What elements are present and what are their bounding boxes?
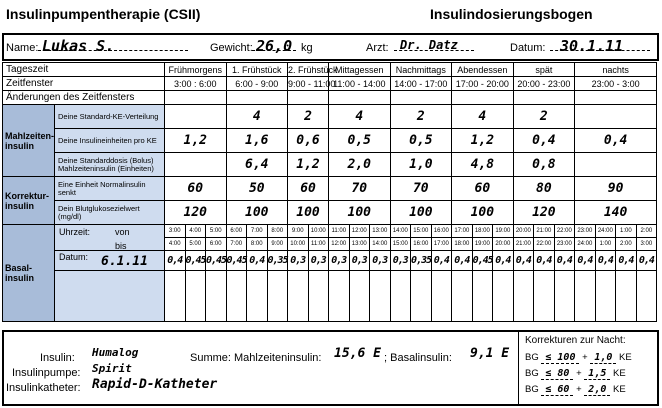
- bottom-section: [2, 330, 659, 406]
- period-window: 23:00 - 3:00: [575, 77, 657, 91]
- hour-from: 20:00: [513, 225, 534, 238]
- bis-label: bis: [115, 241, 127, 251]
- basal-empty-slot[interactable]: [493, 271, 514, 322]
- bg-label: BG: [525, 352, 539, 363]
- weight-label: Gewicht:: [210, 42, 253, 54]
- correction-row: BG ≤ 60 + 2,0 KE: [525, 384, 626, 395]
- hour-from: 19:00: [493, 225, 514, 238]
- period-name: Nachmittags: [390, 63, 452, 77]
- hour-from: 22:00: [554, 225, 575, 238]
- hour-from: 7:00: [247, 225, 268, 238]
- basal-rate[interactable]: 0,3: [329, 251, 350, 271]
- period-window: 17:00 - 20:00: [452, 77, 514, 91]
- value-ie_ke[interactable]: 1,2: [165, 129, 227, 153]
- meal-insulin-sum[interactable]: 15,6 E: [334, 346, 381, 361]
- hour-to: 12:00: [329, 238, 350, 251]
- period-window: 11:00 - 14:00: [329, 77, 391, 91]
- datum-label: Datum:: [59, 252, 89, 262]
- name-label: Name:: [6, 42, 39, 54]
- ke-unit: KE: [613, 384, 626, 395]
- basal-rate[interactable]: 0,45: [206, 251, 227, 271]
- period-change[interactable]: [165, 91, 227, 105]
- hour-from: 21:00: [534, 225, 555, 238]
- basal-empty-slot[interactable]: [370, 271, 391, 322]
- uhrzeit-cell: [55, 225, 165, 251]
- value-korr[interactable]: 60: [452, 177, 514, 201]
- basal-rate[interactable]: 0,45: [185, 251, 206, 271]
- aenderungen-label: Änderungen des Zeitfensters: [3, 91, 165, 105]
- meal-insulin-label: Mahlzeiteninsulin:: [234, 352, 322, 364]
- grid-row: [3, 201, 657, 225]
- hour-from: 14:00: [390, 225, 411, 238]
- datum-cell: [55, 251, 165, 271]
- basal-rate[interactable]: 0,4: [534, 251, 555, 271]
- basal-rate[interactable]: 0,3: [308, 251, 329, 271]
- grid-row: [3, 225, 657, 238]
- hour-to: 1:00: [595, 238, 616, 251]
- basal-empty-slot[interactable]: [513, 271, 534, 322]
- hour-to: 9:00: [267, 238, 288, 251]
- basal-rate[interactable]: 0,4: [165, 251, 186, 271]
- form-date[interactable]: 30.1.11: [560, 37, 624, 55]
- correction-value[interactable]: 1,5: [584, 368, 610, 380]
- hour-from: 17:00: [452, 225, 473, 238]
- row-label-insulineinheiten: Deine Insulineinheiten pro KE: [55, 129, 165, 153]
- basal-rate[interactable]: 0,3: [349, 251, 370, 271]
- correction-row: BG ≤ 80 + 1,5 KE: [525, 368, 626, 379]
- hour-to: 22:00: [534, 238, 555, 251]
- grid-row: [3, 153, 657, 177]
- hour-from: 16:00: [431, 225, 452, 238]
- basal-empty-slot[interactable]: [206, 271, 227, 322]
- hour-to: 24:00: [575, 238, 596, 251]
- hour-to: 18:00: [452, 238, 473, 251]
- uhrzeit-label: Uhrzeit:: [59, 227, 91, 237]
- row-label-blutglukose: Dein Blutglukosezielwert (mg/dl): [55, 201, 165, 225]
- mahlzeiten-header: Mahlzeiten-insulin: [3, 105, 55, 177]
- value-ziel[interactable]: 120: [165, 201, 227, 225]
- value-ke[interactable]: 4: [329, 105, 391, 129]
- hour-from: 15:00: [411, 225, 432, 238]
- basal-rate[interactable]: 0,4: [636, 251, 657, 271]
- basal-rate[interactable]: 0,4: [431, 251, 452, 271]
- hour-to: 20:00: [493, 238, 514, 251]
- value-ziel[interactable]: 100: [390, 201, 452, 225]
- value-ke[interactable]: 4: [452, 105, 514, 129]
- grid-row: [3, 91, 657, 105]
- value-ie_ke[interactable]: 0,4: [513, 129, 575, 153]
- hour-from: 12:00: [349, 225, 370, 238]
- hour-from: 3:00: [165, 225, 186, 238]
- basal-rate[interactable]: 0,45: [472, 251, 493, 271]
- basal-date[interactable]: 6.1.11: [101, 254, 148, 269]
- period-name: Mittagessen: [329, 63, 391, 77]
- hour-to: 7:00: [226, 238, 247, 251]
- form-title: Insulinpumpentherapie (CSII): [6, 6, 201, 22]
- value-bolus[interactable]: 1,2: [288, 153, 329, 177]
- basal-empty-slot[interactable]: [349, 271, 370, 322]
- basal-rate[interactable]: 0,4: [616, 251, 637, 271]
- sum-label: Summe:: [190, 352, 231, 364]
- grid-row: [3, 271, 657, 322]
- basal-rate[interactable]: 0,3: [390, 251, 411, 271]
- hour-from: 1:00: [616, 225, 637, 238]
- hour-to: 10:00: [288, 238, 309, 251]
- period-change[interactable]: [329, 91, 391, 105]
- grid-row: [3, 129, 657, 153]
- basal-insulin-sum[interactable]: 9,1 E: [470, 346, 510, 361]
- grid-row: [3, 63, 657, 77]
- period-name: Abendessen: [452, 63, 514, 77]
- grid-row: [3, 105, 657, 129]
- basal-empty-slot[interactable]: [616, 271, 637, 322]
- correction-value[interactable]: 2,0: [584, 384, 610, 396]
- period-window: 9:00 - 11:00: [288, 78, 336, 89]
- value-ziel[interactable]: 120: [513, 201, 575, 225]
- value-ie_ke[interactable]: 0,6: [288, 129, 329, 153]
- basal-empty-slot[interactable]: [554, 271, 575, 322]
- hour-from: 8:00: [267, 225, 288, 238]
- hour-from: 24:00: [595, 225, 616, 238]
- basal-empty: [55, 271, 165, 322]
- weight-unit: kg: [301, 42, 313, 54]
- hour-to: 8:00: [247, 238, 268, 251]
- period-change[interactable]: [452, 91, 514, 105]
- period-window: 14:00 - 17:00: [390, 77, 452, 91]
- patient-bar: [2, 33, 659, 61]
- period-change[interactable]: [513, 91, 575, 105]
- period-name: spät: [513, 63, 575, 77]
- value-korr[interactable]: 60: [288, 177, 329, 201]
- basal-empty-slot[interactable]: [165, 271, 186, 322]
- insulin-label: Insulin:: [40, 352, 75, 364]
- value-bolus[interactable]: 1,0: [390, 153, 452, 177]
- period-name: 1. Frühstück: [226, 63, 288, 77]
- basal-empty-slot[interactable]: [452, 271, 473, 322]
- ke-unit: KE: [619, 352, 632, 363]
- period-name: 2. Frühstück: [288, 64, 338, 75]
- hour-to: 17:00: [431, 238, 452, 251]
- korrektur-header: Korrektur-insulin: [3, 177, 55, 225]
- hour-to: 6:00: [206, 238, 227, 251]
- form-subtitle: Insulindosierungsbogen: [430, 6, 593, 22]
- hour-to: 15:00: [390, 238, 411, 251]
- basal-rate[interactable]: 0,35: [267, 251, 288, 271]
- pump-name[interactable]: Spirit: [92, 362, 132, 375]
- hour-from: 5:00: [206, 225, 227, 238]
- bg-threshold[interactable]: ≤ 100: [541, 352, 579, 364]
- bg-threshold[interactable]: ≤ 60: [541, 384, 573, 396]
- period-name: Frühmorgens: [165, 63, 227, 77]
- value-bolus[interactable]: 4,8: [452, 153, 514, 177]
- row-label-ke_verteilung: Deine Standard-KE-Verteilung: [55, 105, 165, 129]
- basal-empty-slot[interactable]: [329, 271, 350, 322]
- grid-row: [3, 251, 657, 271]
- dosage-grid: [2, 62, 657, 322]
- row-label-standarddosis: Deine Standarddosis (Bolus) Mahlzeiteninsulin (Einheiten): [55, 153, 165, 177]
- value-korr[interactable]: 90: [575, 177, 657, 201]
- bg-label: BG: [525, 384, 539, 395]
- hour-to: 13:00: [349, 238, 370, 251]
- basal-empty-slot[interactable]: [595, 271, 616, 322]
- period-name: nachts: [575, 63, 657, 77]
- bg-label: BG: [525, 368, 539, 379]
- hour-to: 5:00: [185, 238, 206, 251]
- basal-empty-slot[interactable]: [308, 271, 329, 322]
- value-bolus[interactable]: [165, 153, 227, 177]
- hour-to: 11:00: [308, 238, 329, 251]
- patient-weight[interactable]: 26,0: [256, 37, 293, 55]
- basal-empty-slot[interactable]: [390, 271, 411, 322]
- basal-empty-slot[interactable]: [534, 271, 555, 322]
- basal-empty-slot[interactable]: [472, 271, 493, 322]
- hour-from: 13:00: [370, 225, 391, 238]
- value-ke[interactable]: 4: [226, 105, 288, 129]
- period-change[interactable]: [288, 91, 329, 105]
- hour-to: 4:00: [165, 238, 186, 251]
- zeitfenster-label: Zeitfenster: [3, 77, 165, 91]
- value-ke[interactable]: 2: [513, 105, 575, 129]
- basal-rate[interactable]: 0,3: [288, 251, 309, 271]
- basal-empty-slot[interactable]: [185, 271, 206, 322]
- basal-rate[interactable]: 0,4: [247, 251, 268, 271]
- basal-empty-slot[interactable]: [247, 271, 268, 322]
- hour-to: 16:00: [411, 238, 432, 251]
- basal-empty-slot[interactable]: [636, 271, 657, 322]
- basal-insulin-label: ; Basalinsulin:: [384, 352, 452, 364]
- value-bolus[interactable]: 2,0: [329, 153, 391, 177]
- basal-rate[interactable]: 0,4: [575, 251, 596, 271]
- value-korr[interactable]: 50: [226, 177, 288, 201]
- basal-empty-slot[interactable]: [575, 271, 596, 322]
- value-ie_ke[interactable]: 1,2: [452, 129, 514, 153]
- value-ie_ke[interactable]: 0,5: [390, 129, 452, 153]
- date-label: Datum:: [510, 42, 546, 54]
- ke-unit: KE: [613, 368, 626, 379]
- value-bolus[interactable]: 0,8: [513, 153, 575, 177]
- value-ziel[interactable]: 100: [226, 201, 288, 225]
- value-ke[interactable]: [165, 105, 227, 129]
- hour-to: 2:00: [616, 238, 637, 251]
- hour-to: 19:00: [472, 238, 493, 251]
- bg-threshold[interactable]: ≤ 80: [541, 368, 573, 380]
- hour-from: 4:00: [185, 225, 206, 238]
- basal-header: Basal-insulin: [3, 225, 55, 322]
- value-ke[interactable]: 2: [390, 105, 452, 129]
- hour-from: 18:00: [472, 225, 493, 238]
- correction-value[interactable]: 1,0: [590, 352, 616, 364]
- hour-from: 10:00: [308, 225, 329, 238]
- value-ke[interactable]: [575, 105, 657, 129]
- hour-to: 14:00: [370, 238, 391, 251]
- correction-row: BG ≤ 100 + 1,0 KE: [525, 352, 632, 363]
- grid-row: [3, 77, 657, 91]
- value-bolus[interactable]: 6,4: [226, 153, 288, 177]
- value-korr[interactable]: 70: [329, 177, 391, 201]
- insulin-name[interactable]: Humalog: [92, 346, 139, 359]
- value-ziel[interactable]: 140: [575, 201, 657, 225]
- period-window: 20:00 - 23:00: [513, 77, 575, 91]
- basal-rate[interactable]: 0,4: [493, 251, 514, 271]
- catheter-label: Insulinkatheter:: [6, 382, 81, 394]
- basal-empty-slot[interactable]: [431, 271, 452, 322]
- corrections-title: Korrekturen zur Nacht:: [525, 335, 626, 346]
- catheter-name[interactable]: Rapid-D-Katheter: [92, 377, 218, 392]
- value-korr[interactable]: 70: [390, 177, 452, 201]
- doctor-name[interactable]: Dr. Datz: [400, 38, 458, 52]
- value-korr[interactable]: 60: [165, 177, 227, 201]
- value-ke[interactable]: 2: [288, 105, 329, 129]
- basal-rate[interactable]: 0,35: [411, 251, 432, 271]
- hour-to: 3:00: [636, 238, 657, 251]
- patient-name[interactable]: Lukas S.: [42, 37, 115, 55]
- period-window: 6:00 - 9:00: [226, 77, 288, 91]
- value-ziel[interactable]: 100: [452, 201, 514, 225]
- row-label-normalinsulin: Eine Einheit Normalinsulin senkt: [55, 177, 165, 201]
- basal-empty-slot[interactable]: [288, 271, 309, 322]
- hour-from: 23:00: [575, 225, 596, 238]
- basal-empty-slot[interactable]: [226, 271, 247, 322]
- period-change[interactable]: [575, 91, 657, 105]
- basal-empty-slot[interactable]: [267, 271, 288, 322]
- hour-from: 9:00: [288, 225, 309, 238]
- value-korr[interactable]: 80: [513, 177, 575, 201]
- pump-label: Insulinpumpe:: [12, 367, 81, 379]
- value-ie_ke[interactable]: 0,5: [329, 129, 391, 153]
- period-window: 3:00 : 6:00: [165, 77, 227, 91]
- von-label: von: [115, 227, 130, 237]
- basal-rate[interactable]: 0,3: [370, 251, 391, 271]
- hour-from: 2:00: [636, 225, 657, 238]
- basal-rate[interactable]: 0,4: [595, 251, 616, 271]
- grid-row: [3, 177, 657, 201]
- hour-to: 21:00: [513, 238, 534, 251]
- value-ziel[interactable]: 100: [329, 201, 391, 225]
- doctor-label: Arzt:: [366, 42, 389, 54]
- hour-to: 23:00: [554, 238, 575, 251]
- value-bolus[interactable]: [575, 153, 657, 177]
- basal-rate[interactable]: 0,4: [513, 251, 534, 271]
- period-change[interactable]: [390, 91, 452, 105]
- value-ziel[interactable]: 100: [288, 201, 329, 225]
- basal-rate[interactable]: 0,4: [554, 251, 575, 271]
- value-ie_ke[interactable]: 0,4: [575, 129, 657, 153]
- period-change[interactable]: [226, 91, 288, 105]
- hour-from: 11:00: [329, 225, 350, 238]
- value-ie_ke[interactable]: 1,6: [226, 129, 288, 153]
- basal-rate[interactable]: 0,4: [452, 251, 473, 271]
- hour-from: 6:00: [226, 225, 247, 238]
- basal-empty-slot[interactable]: [411, 271, 432, 322]
- night-corrections: [518, 332, 660, 404]
- tageszeit-label: Tageszeit: [3, 63, 165, 77]
- basal-rate[interactable]: 0,45: [226, 251, 247, 271]
